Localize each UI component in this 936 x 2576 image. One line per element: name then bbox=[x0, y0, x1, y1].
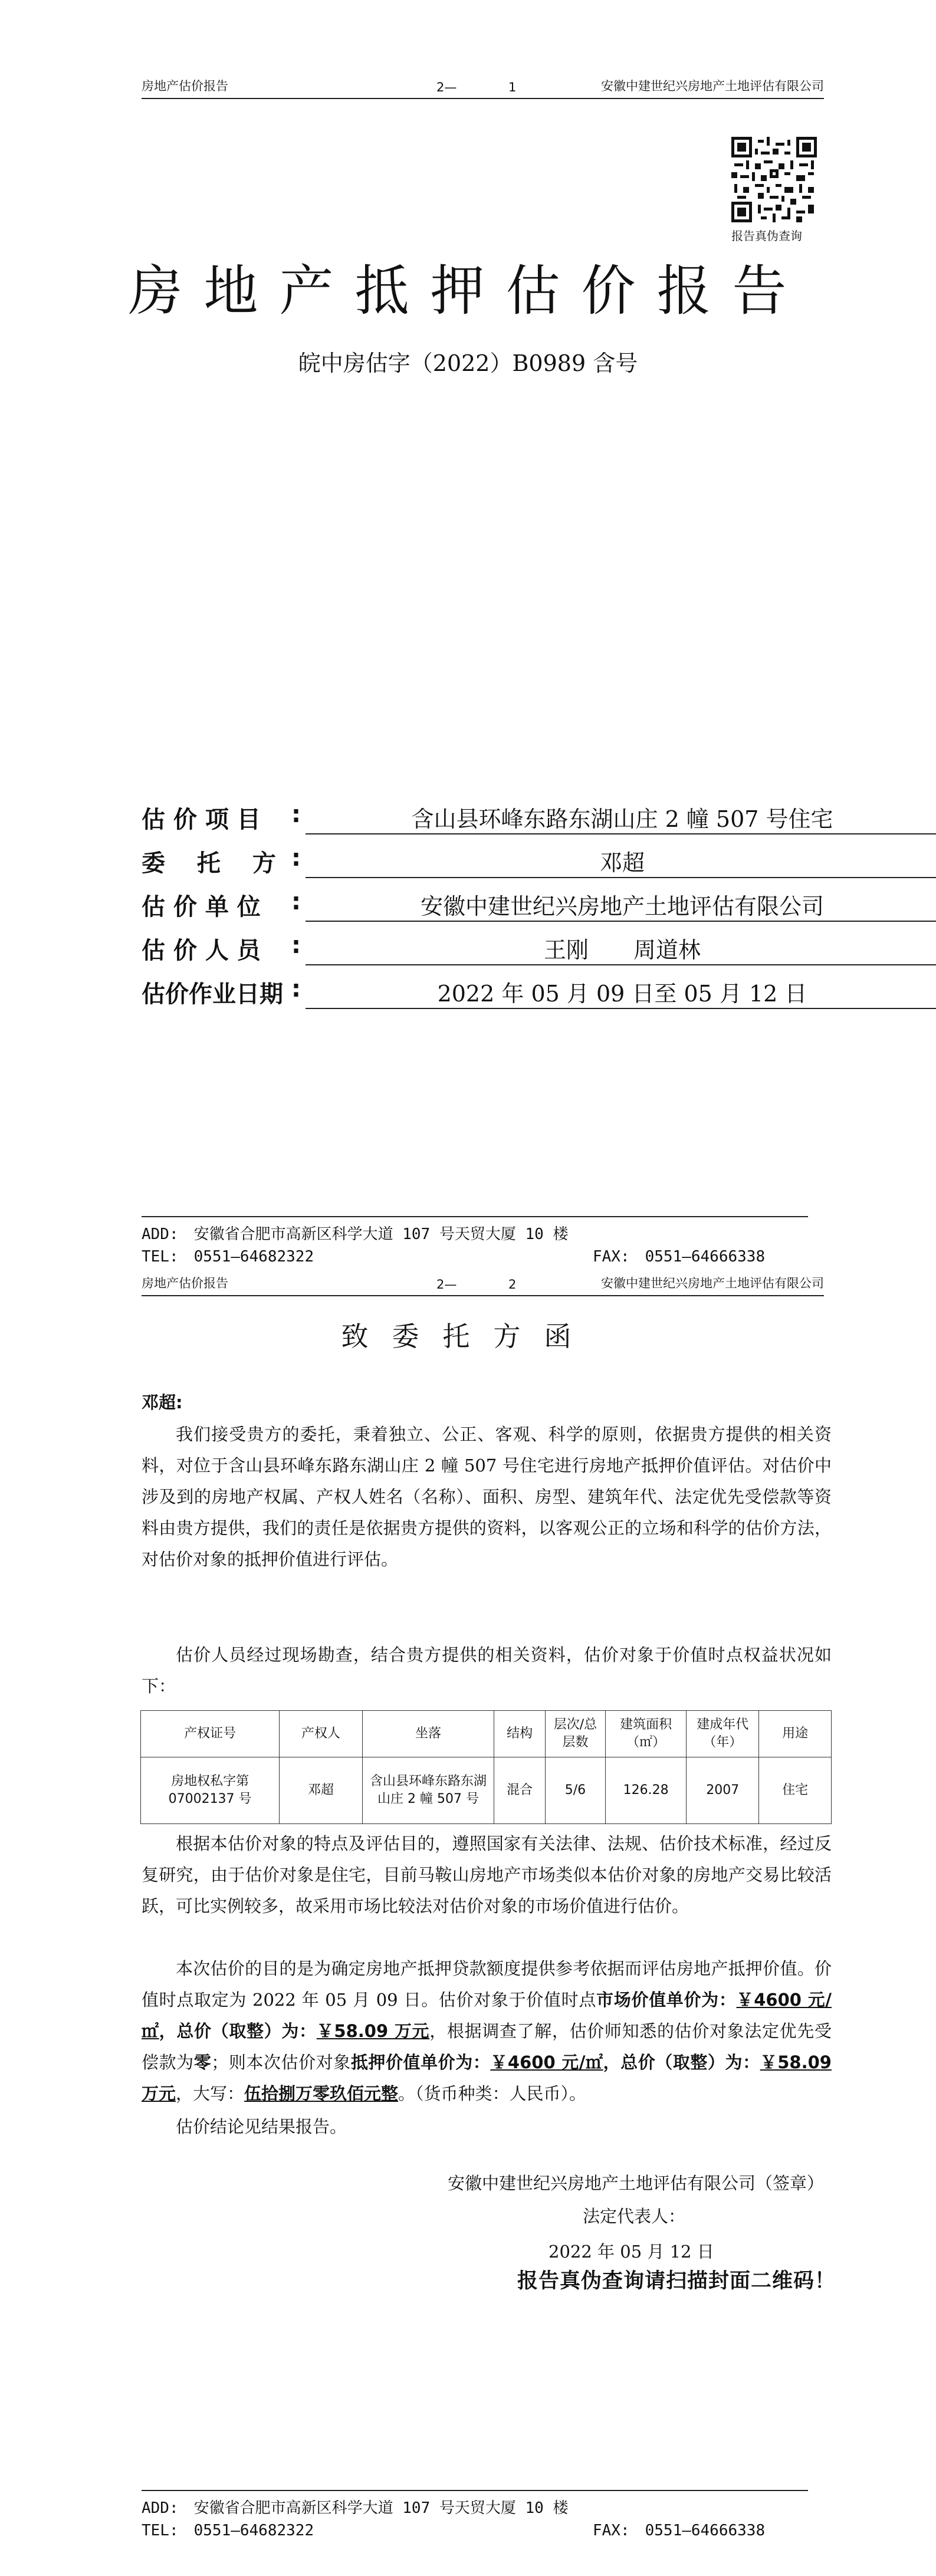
cell-owner: 邓超 bbox=[280, 1757, 363, 1824]
footer-address: ADD: 安徽省合肥市高新区科学大道 107 号天贸大厦 10 楼 bbox=[142, 2499, 569, 2517]
info-value: 含山县环峰东路东湖山庄 2 幢 507 号住宅 bbox=[306, 801, 936, 834]
footer-address: ADD: 安徽省合肥市高新区科学大道 107 号天贸大厦 10 楼 bbox=[142, 1225, 569, 1243]
amount-in-words: 伍拾捌万零玖佰元整 bbox=[244, 2084, 399, 2104]
col-header: 产权证号 bbox=[141, 1711, 280, 1757]
table-header-row bbox=[141, 1711, 832, 1757]
col-header: 产权人 bbox=[280, 1711, 363, 1757]
letter-title: 致委托方函 bbox=[341, 1320, 595, 1352]
cell-cert-no: 房地权私字第 07002137 号 bbox=[141, 1757, 280, 1824]
header-right: 安徽中建世纪兴房地产土地评估有限公司 bbox=[601, 79, 824, 93]
market-unit-price-label: 市场价值单价为： bbox=[596, 1990, 737, 2010]
market-total-price: ￥58.09 万元 bbox=[316, 2021, 430, 2041]
mortgage-total-price: ￥58.09 万元 bbox=[142, 2052, 832, 2104]
qr-caption: 报告真伪查询 bbox=[731, 229, 802, 243]
paragraph-4: 本次估价的目的是为确定房地产抵押贷款额度提供参考依据而评估房地产抵押价值。价值时点取定为 2022 年 05 月 09 日。估价对象于价值时点市场价值单价为：￥4600 元/㎡，总价（取整）为：￥58.09 万元，根据调查了解，估价师知悉的估价对象法定优先受偿款为零；则本次估价对象抵押价值单价为：￥4600 元/㎡，总价（取整）为：￥58.09 万元，大写：伍拾捌万零玖佰元整。（货币种类：人民币）。 bbox=[142, 1959, 832, 2104]
footer-fax: FAX: 0551—64666338 bbox=[593, 2522, 766, 2539]
header-page-label: 2— bbox=[436, 80, 457, 94]
info-label: 估价作业日期 bbox=[142, 981, 283, 1008]
col-header: 层次/总层数 bbox=[546, 1711, 606, 1757]
info-label: 估 价 项 目 bbox=[142, 806, 261, 833]
cell-area: 126.28 bbox=[605, 1757, 686, 1824]
mortgage-unit-price: ￥4600 元/㎡ bbox=[490, 2052, 603, 2072]
rights-table bbox=[140, 1710, 832, 1824]
salutation: 邓超: bbox=[142, 1392, 183, 1412]
paragraph-2: 估价人员经过现场勘查，结合贵方提供的相关资料，估价对象于价值时点权益状况如下： bbox=[142, 1645, 832, 1696]
footer-divider bbox=[142, 1216, 808, 1217]
page-header bbox=[142, 1274, 824, 1296]
signature-date: 2022 年 05 月 12 日 bbox=[549, 2242, 714, 2262]
mortgage-unit-price-label: 抵押价值单价为： bbox=[350, 2052, 491, 2072]
info-label: 估 价 人 员 bbox=[142, 937, 261, 964]
cell-floor: 5/6 bbox=[546, 1757, 606, 1824]
header-page-number: 1 bbox=[508, 80, 517, 94]
verification-notice: 报告真伪查询请扫描封面二维码！ bbox=[517, 2269, 836, 2293]
col-header: 建筑面积（㎡） bbox=[605, 1711, 686, 1757]
footer-tel: TEL: 0551—64682322 bbox=[142, 1248, 314, 1266]
info-label: 委 托 方 bbox=[142, 850, 276, 877]
signature-company: 安徽中建世纪兴房地产土地评估有限公司（签章） bbox=[447, 2173, 824, 2193]
col-header: 坐落 bbox=[362, 1711, 494, 1757]
col-header: 用途 bbox=[759, 1711, 832, 1757]
info-value: 2022 年 05 月 09 日至 05 月 12 日 bbox=[306, 975, 936, 1009]
col-header: 建成年代（年） bbox=[687, 1711, 759, 1757]
cover-page: 房地产估价报告 2— 1 安徽中建世纪兴房地产土地评估有限公司 报告真伪查询 房地产抵押估价报告 皖中房估字（2022）B0989 含号 估 价 项 目 : 含山县环峰东路东湖山庄 2 幢 507 号住宅 委 托 方 : 邓超 估 价 单 位 : 安徽中建世纪兴房地产土地评估有限公司 估 价 人 员 : 王刚 周道林 估价作业日期 : 2022 年 05 月 09 日至 05 月 12 日 ADD: 安徽省合肥市高新区科学大道 107 号天贸大厦 10 楼 TEL: 0551—64682322 FAX: 0551—64666338 bbox=[0, 0, 936, 1274]
document-number: 皖中房估字（2022）B0989 含号 bbox=[298, 350, 638, 376]
info-value: 安徽中建世纪兴房地产土地评估有限公司 bbox=[306, 888, 936, 922]
cell-use: 住宅 bbox=[759, 1757, 832, 1824]
header-right: 安徽中建世纪兴房地产土地评估有限公司 bbox=[601, 1276, 824, 1290]
paragraph-1: 我们接受贵方的委托，秉着独立、公正、客观、科学的原则，依据贵方提供的相关资料，对位于含山县环峰东路东湖山庄 2 幢 507 号住宅进行房地产抵押价值评估。对估价中涉及到的房地产权属、产权人姓名（名称）、面积、房型、建筑年代、法定优先受偿款等资料由贵方提供，我们的责任是依据贵方提供的资料，以客观公正的立场和科学的估价方法，对估价对象的抵押价值进行评估。 bbox=[142, 1424, 832, 1569]
header-left: 房地产估价报告 bbox=[142, 1276, 228, 1290]
info-value: 王刚 周道林 bbox=[306, 932, 936, 965]
col-header: 结构 bbox=[494, 1711, 546, 1757]
cell-location: 含山县环峰东路东湖山庄 2 幢 507 号 bbox=[362, 1757, 494, 1824]
footer-tel: TEL: 0551—64682322 bbox=[142, 2522, 314, 2539]
letter-page bbox=[0, 1274, 936, 2576]
signature-representative: 法定代表人： bbox=[583, 2206, 686, 2226]
footer-divider bbox=[142, 2490, 808, 2491]
cell-structure: 混合 bbox=[494, 1757, 546, 1824]
header-page-label: 2— bbox=[436, 1277, 457, 1292]
qr-code[interactable] bbox=[731, 137, 817, 222]
header-left: 房地产估价报告 bbox=[142, 79, 228, 93]
table-row bbox=[141, 1757, 832, 1824]
market-unit-price: ￥4600 元/㎡ bbox=[142, 1990, 832, 2041]
priority-claim: 零 bbox=[193, 2052, 212, 2072]
cell-year: 2007 bbox=[687, 1757, 759, 1824]
report-title: 房地产抵押估价报告 bbox=[128, 259, 808, 323]
info-value: 邓超 bbox=[306, 845, 936, 878]
paragraph-3: 根据本估价对象的特点及评估目的，遵照国家有关法律、法规、估价技术标准，经过反复研究，由于估价对象是住宅，目前马鞍山房地产市场类似本估价对象的房地产交易比较活跃，可比实例较多，故采用市场比较法对估价对象的市场价值进行估价。 bbox=[142, 1834, 832, 1916]
header-page-number: 2 bbox=[508, 1277, 517, 1292]
page-header bbox=[142, 77, 824, 99]
footer-fax: FAX: 0551—64666338 bbox=[593, 1248, 766, 1266]
paragraph-5: 估价结论见结果报告。 bbox=[176, 2117, 347, 2137]
info-label: 估 价 单 位 bbox=[142, 893, 261, 921]
